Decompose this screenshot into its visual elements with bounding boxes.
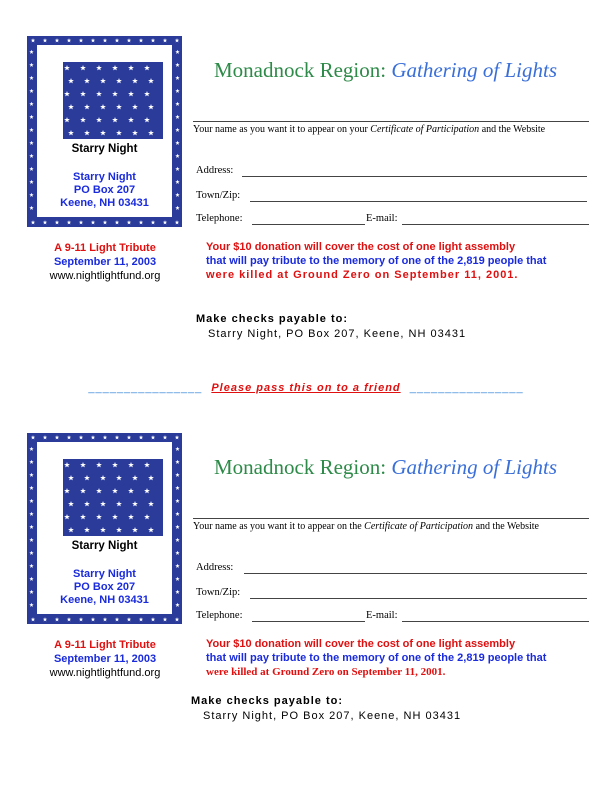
townzip-label: Town/Zip: [196,190,241,201]
badge-org-name: Starry Night [71,143,138,155]
townzip-field[interactable] [250,598,587,599]
cert-caption-italic: Certificate of Participation [370,124,480,135]
badge-address-name: Starry Night [73,171,136,183]
badge-address-box: PO Box 207 [73,184,136,196]
tribute-website-link[interactable]: www.nightlightfund.org [49,270,161,282]
cert-caption-pre: Your name as you want it to appear on the [193,521,362,532]
telephone-field[interactable] [252,224,365,225]
form-title-sub: Gathering of Lights [391,58,557,82]
cert-caption-pre: Your name as you want it to appear on your [193,124,368,135]
starry-night-badge [27,433,182,624]
tribute-title: A 9-11 Light Tribute [54,639,156,651]
pass-on-message: Please pass this on to a friend [211,382,401,394]
form-title-sub: Gathering of Lights [391,455,557,479]
form-title-main: Monadnock Region: [214,58,387,82]
email-field[interactable] [402,224,589,225]
form-title [214,455,557,480]
tribute-date: September 11, 2003 [53,653,157,665]
badge-inner-panel [37,442,172,614]
divider-dashes-left: ________________ [88,382,203,394]
badge-address [37,568,172,607]
certificate-name-caption [193,521,539,532]
donation-line-1: Your $10 donation will cover the cost of one light assembly [206,241,516,253]
divider-dashes-right: ________________ [409,382,524,394]
checks-payable-block [196,313,466,340]
address-field[interactable] [242,176,587,177]
checks-heading: Make checks payable to: [196,313,349,325]
badge-address-name: Starry Night [73,568,136,580]
star-flag-icon [63,459,163,536]
tribute-block [20,241,190,283]
form-title-main: Monadnock Region: [214,455,387,479]
name-field-line[interactable] [193,518,589,519]
badge-address-city: Keene, NH 03431 [60,197,149,209]
address-field[interactable] [244,573,587,574]
tribute-title: A 9-11 Light Tribute [54,242,156,254]
donation-line-1: Your $10 donation will cover the cost of one light assembly [206,638,516,650]
cert-caption-italic: Certificate of Participation [364,521,474,532]
townzip-label: Town/Zip: [196,587,241,598]
telephone-field[interactable] [252,621,365,622]
badge-address-box: PO Box 207 [73,581,136,593]
badge-address-city: Keene, NH 03431 [60,594,149,606]
form-top [0,0,612,340]
cert-caption-post: and the Website [481,124,546,135]
donation-line-3: were killed at Ground Zero on September 11, 2001. [206,269,519,281]
checks-payee: Starry Night, PO Box 207, Keene, NH 03431 [203,710,462,722]
name-field-line[interactable] [193,121,589,122]
donation-message [206,637,546,679]
cert-caption-post: and the Website [475,521,539,532]
badge-inner-panel [37,45,172,217]
tribute-website-link[interactable]: www.nightlightfund.org [49,667,161,679]
donation-line-2: that will pay tribute to the memory of one of the 2,819 people that [206,255,547,267]
email-field[interactable] [402,621,589,622]
townzip-field[interactable] [250,201,587,202]
badge-address [37,171,172,210]
address-label: Address: [196,165,234,176]
form-title [214,58,557,83]
email-label: E-mail: [366,610,398,621]
telephone-label: Telephone: [196,610,243,621]
certificate-name-caption [193,124,545,135]
address-label: Address: [196,562,234,573]
cut-divider [0,382,612,394]
tribute-date: September 11, 2003 [53,256,157,268]
checks-payable-block [191,695,461,722]
donation-line-2: that will pay tribute to the memory of one of the 2,819 people that [206,652,547,664]
starry-night-badge [27,36,182,227]
email-label: E-mail: [366,213,398,224]
tribute-block [20,638,190,680]
checks-heading: Make checks payable to: [191,695,344,707]
badge-org-name: Starry Night [71,540,138,552]
telephone-label: Telephone: [196,213,243,224]
donation-line-3: were killed at Ground Zero on September 11, 2001. [206,666,446,678]
form-bottom [0,397,612,737]
donation-message [206,240,546,282]
checks-payee: Starry Night, PO Box 207, Keene, NH 03431 [208,328,467,340]
star-flag-icon [63,62,163,139]
